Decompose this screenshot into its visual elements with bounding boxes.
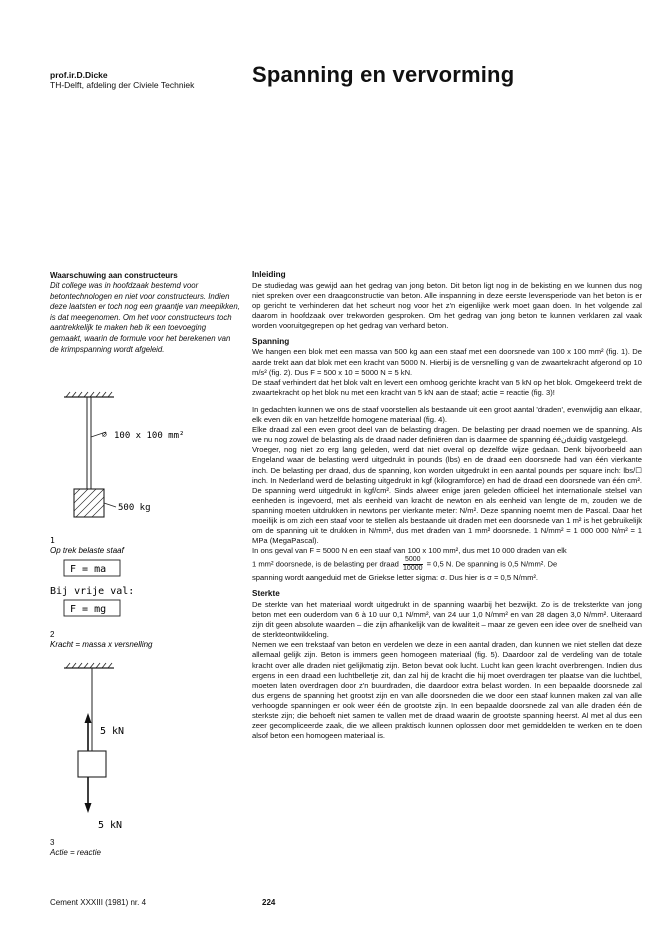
paragraph: In gedachten kunnen we ons de staaf voorstellen als bestaande uit een groot aantal 'draden', evenwijdig aan elkaar, elk even dik en van hetzelfde homogene materiaal (fig. 4). [252, 404, 642, 425]
figure-1 [50, 392, 184, 555]
fig3-arrow-up-icon [85, 713, 92, 723]
paragraph: spanning wordt aangeduid met de Griekse letter sigma: σ. Dus hier is σ = 0,5 N/mm². [252, 573, 539, 583]
article-body [252, 270, 642, 747]
section-inleiding [252, 270, 642, 331]
sidebar-heading: Waarschuwing aan constructeurs [50, 271, 178, 280]
paragraph: De studiedag was gewijd aan het gedrag van jong beton. Dit beton ligt nog in de bekisting en we kunnen dus nog niet spreken over een draagconstructie van beton. Alle inspanning in deze eerste levensperiode van het beton is er op gericht te verhinderen dat het scheurt nog voor het z'n eigenlijke werk moet gaan doen. In het volgende zal daarom in hoofdzaak over trekworden gesproken. Om het gedrag van jong beton te kunnen verklaren zal vaak worden vooruitgegrepen op het gedrag van verhard beton. [252, 280, 642, 330]
article-title: Spanning en vervorming [252, 62, 515, 87]
fig1-mass-leader [104, 503, 116, 507]
paragraph: Nemen we een trekstaaf van beton en verdelen we deze in een aantal draden, dan kunnen we niet stellen dat deze allemaal gelijk zijn. Beton is immers geen homogeen materiaal (fig. 5). Daardoor zal de verdeling van de totale kracht over alle draden niet gelijkmatig zijn. Beton bevat ook lucht. Lucht kan geen kracht overbrengen. Indien dus ergens in een draad een luchtbelletje zit, dan zal hij de kracht die hij moet overdragen ter plaatse van die luchtbel, moeten laten overdragen door z'n buurdraden, die daardoor extra belast worden. In een bepaalde doorsnede zal dus ergens de spanning het grootst zijn en van alle doorsneden die we door een staaf kunnen maken zal van alle verhoogde spanningen er ook weer één de grootste zijn. In een bepaalde doorsnede zal van alle draden één de sterkste zijn; die behoeft niet samen te vallen met de draad waarin de grootste spanning heerst. Al met al dus een zeer gecompliceerde zaak, die we alleen praktisch kunnen oplossen door met gemiddelden te werken en te doen alsof beton een homogeen materiaal is. [252, 640, 642, 741]
paragraph: We hangen een blok met een massa van 500 kg aan een staaf met een doorsnede van 100 x 100 mm² (fig. 1). De aarde trekt aan dat blok met een kracht van 5000 N. Hierbij is de versnelling g van de zwaartekracht afgerond op 10 m/s² (fig. 2). Dus F = 500 x 10 = 5000 N = 5 kN. [252, 347, 642, 377]
fraction [403, 556, 422, 573]
figures-panel [50, 385, 240, 835]
fig1-mass-label: 500 kg [118, 503, 151, 513]
fig3-mass-block [78, 751, 106, 777]
fig1-ceiling-hatch [66, 392, 112, 397]
paragraph-with-fraction [252, 556, 642, 573]
fraction-tail-text: = 0,5 N. De spanning is 0,5 N/mm². De [426, 559, 558, 569]
sidebar-text: Dit college was in hoofdzaak bestemd voor betontechnologen en niet voor constructeurs. Indien deze laatsten er toch nog een graantje van meepikken, is dat meegenomen. Om het voor constructeurs toch aantrekkelijk te maken heb ik een toevoeging gemaakt, waarin de formule voor het berekenen van de krimpspanning wordt afgeleid. [50, 281, 240, 354]
fig3-number: 3 [50, 838, 55, 847]
section-spanning [252, 337, 642, 583]
footer-journal: Cement XXXIII (1981) nr. 4 [50, 898, 147, 907]
fig3-force-up-label: 5 kN [100, 726, 125, 737]
fig3-caption: Actie = reactie [50, 848, 101, 857]
fig2-free-fall: Bij vrije val: [50, 586, 135, 597]
fig3-force-down-label: 5 kN [98, 820, 123, 831]
section-sterkte [252, 589, 642, 741]
fig2-formula-2: F = mg [70, 604, 107, 615]
fig3-arrow-down-icon [85, 803, 92, 813]
fraction-numerator: 5000 [404, 556, 421, 564]
section-heading: Spanning [252, 336, 290, 346]
fig2-formula-1: F = ma [70, 564, 107, 575]
paragraph: De sterkte van het materiaal wordt uitgedrukt in de spanning waarbij het bezwijkt. Zo is de treksterkte van jong beton met een ouderdom van 6 à 10 uur 0,1 N/mm², van 24 uur 1,0 N/mm² en van 28 dagen 3,0 N/mm². Uiteraard zijn dit geen absolute waarden – die zijn afhankelijk van de kwaliteit – maar ze geven een idee over de snelheid van de sterkteontwikkeling. [252, 599, 642, 640]
figure-2 [50, 560, 153, 649]
paragraph: Elke draad zal een even groot deel van de belasting dragen. De belasting per draad noemen we de spanning. Als we nu nog zowel de belasting als de draad nader definiëren dan is daarmee de spanning ééنduidig vastgelegd. [252, 425, 642, 445]
section-heading: Inleiding [252, 270, 286, 279]
sidebar-column [50, 271, 240, 355]
fig1-caption: Op trek belaste staaf [50, 546, 124, 555]
fig1-number: 1 [50, 536, 55, 545]
fig3-ceiling-hatch [66, 663, 112, 668]
paragraph: De staaf verhindert dat het blok valt en levert een omhoog gerichte kracht van 5 kN op het blok. Omgekeerd trekt de zwaartekracht op het blok nu met een kracht van 5 kN aan de staaf; actie = reactie (fig. 3)! [252, 377, 642, 397]
page-number: 224 [262, 898, 276, 907]
figure-3 [64, 663, 124, 831]
section-heading: Sterkte [252, 589, 280, 599]
fraction-lead-text: 1 mm² doorsnede, is de belasting per draad [252, 559, 399, 569]
paragraph: In ons geval van F = 5000 N en een staaf van 100 x 100 mm², dus met 10 000 draden van elk [252, 546, 567, 556]
fig1-dia-symbol: ⌀ [102, 430, 107, 439]
fig1-bar-label: 100 x 100 mm² [114, 431, 185, 441]
author-name: prof.ir.D.Dicke [50, 70, 108, 80]
fig2-caption: Kracht = massa x versnelling [50, 640, 153, 649]
fig2-number: 2 [50, 630, 55, 639]
paragraph: Vroeger, nog niet zo erg lang geleden, werd dat niet overal op dezelfde wijze gedaan. Denk bijvoorbeeld aan Engeland waar de belasting werd uitgedrukt in pounds (lbs) en de draad een doorsnede had van één vierkante inch. De belasting per draad, dus de spanning, kon worden uitgedrukt in een aantal pounds per square inch: lbs/☐ inch. In Nederland werd de belasting uitgedrukt in kgf (kilogramforce) en had de draad een doorsnede van één cm². De spanning werd uitgedrukt in kgf/cm². Sinds alweer enige jaren geleden officieel het internationale stelsel van eenheden is ingevoerd, met als eenheid van kracht de newton en als eenheid van lengte de m, zouden we de spanning moeten uitdrukken in newtons per vierkante meter: N/m². Deze spanning noemt men de Pascal. Daar het moeilijk is om zich een staaf voor te stellen als bestaande uit draden met een doorsnede van 1 m² is het gebruikelijk om de spanning uit te drukken in N/mm², dus met draden van 1 mm² doorsnede. 1 N/mm² = 1 000 000 N/m² = 1 MPa (MegaPascal). [252, 445, 642, 546]
fraction-denominator: 10000 [403, 565, 423, 573]
author-affiliation: TH-Delft, afdeling der Civiele Techniek [50, 80, 195, 90]
